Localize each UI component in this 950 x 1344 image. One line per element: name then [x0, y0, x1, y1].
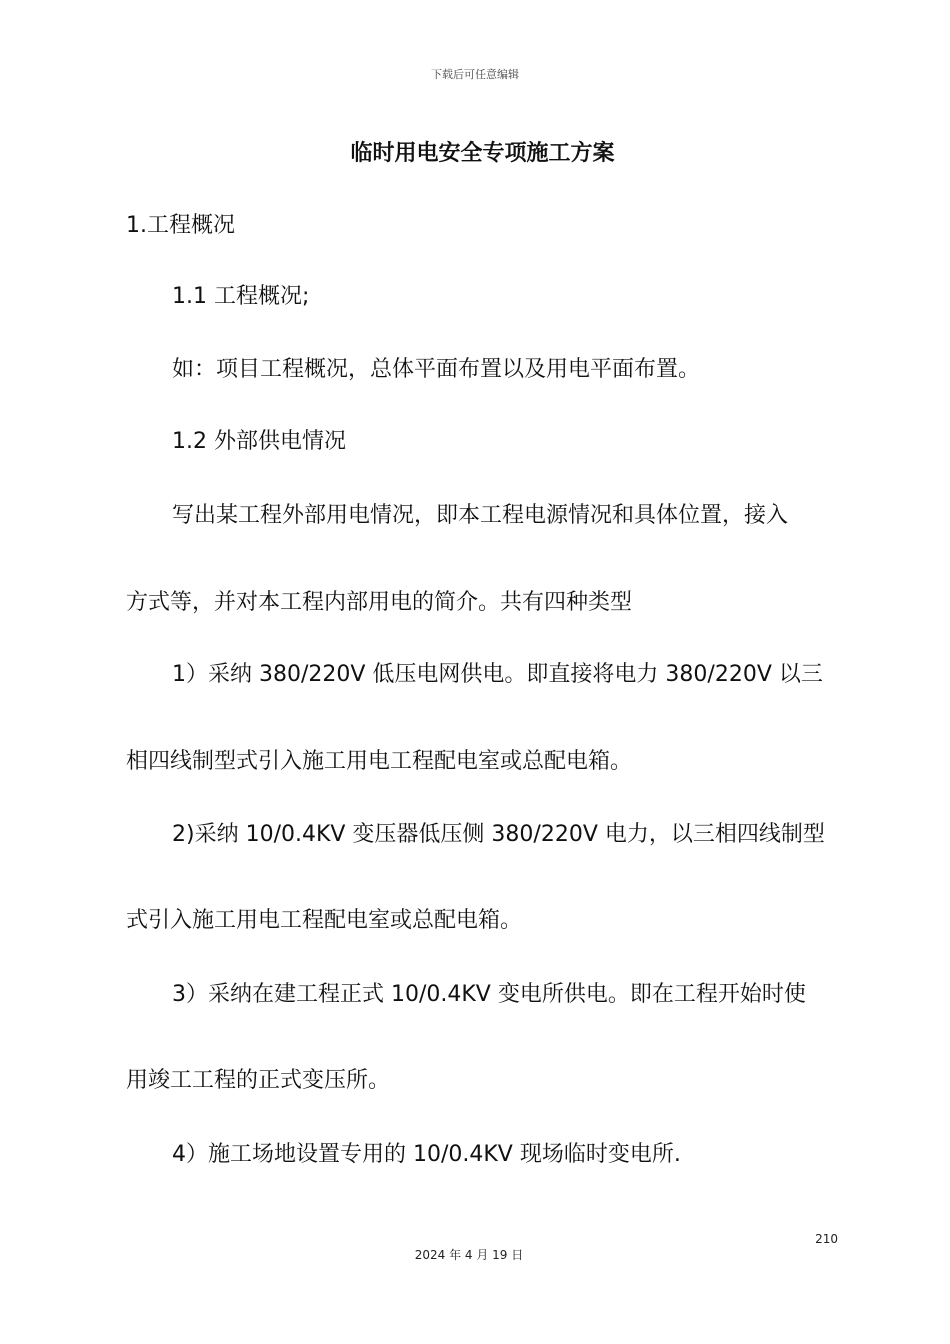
section-heading: 1.工程概况 [126, 213, 235, 238]
paragraph-line: 写出某工程外部用电情况，即本工程电源情况和具体位置，接入 [172, 503, 789, 528]
paragraph-line: 1.1 工程概况; [172, 284, 310, 309]
paragraph-line: 1.2 外部供电情况 [172, 429, 346, 454]
paragraph-line: 用竣工工程的正式变压所。 [126, 1068, 391, 1093]
paragraph-line: 2)采纳 10/0.4KV 变压器低压侧 380/220V 电力，以三相四线制型 [172, 822, 825, 847]
paragraph-line: 相四线制型式引入施工用电工程配电室或总配电箱。 [126, 749, 633, 774]
paragraph-line: 4）施工场地设置专用的 10/0.4KV 现场临时变电所. [172, 1142, 681, 1167]
paragraph-line: 式引入施工用电工程配电室或总配电箱。 [126, 908, 523, 933]
paragraph-line: 方式等，并对本工程内部用电的简介。共有四种类型 [126, 590, 633, 615]
page-number: 210 [815, 1232, 838, 1246]
paragraph-line: 3）采纳在建工程正式 10/0.4KV 变电所供电。即在工程开始时使 [172, 982, 806, 1007]
paragraph-line: 如：项目工程概况，总体平面布置以及用电平面布置。 [172, 357, 701, 382]
paragraph-line: 1）采纳 380/220V 低压电网供电。即直接将电力 380/220V 以三 [172, 662, 823, 687]
document-title: 临时用电安全专项施工方案 [350, 141, 615, 166]
header-note: 下载后可任意编辑 [431, 68, 519, 81]
footer-date: 2024 年 4 月 19 日 [414, 1248, 524, 1262]
